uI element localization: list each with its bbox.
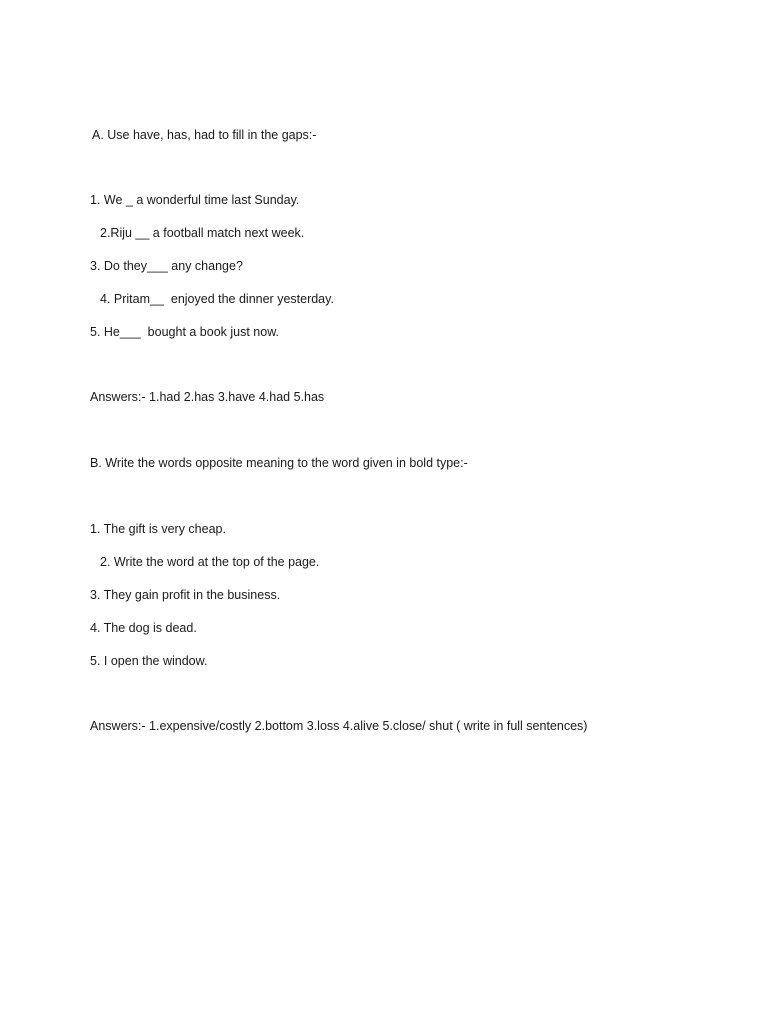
section-a-item-3: 3. Do they___ any change?	[90, 259, 243, 273]
section-a-item-1: 1. We _ a wonderful time last Sunday.	[90, 193, 300, 207]
section-a-item-5: 5. He___ bought a book just now.	[90, 325, 280, 339]
section-a-answers: Answers:- 1.had 2.has 3.have 4.had 5.has	[90, 390, 325, 404]
section-b-item-5: 5. I open the window.	[90, 654, 208, 668]
section-b-item-3: 3. They gain profit in the business.	[90, 588, 281, 602]
section-b-heading: B. Write the words opposite meaning to the word given in bold type:-	[90, 456, 468, 470]
section-a-item-4: 4. Pritam__ enjoyed the dinner yesterday.	[100, 292, 334, 306]
section-a-item-2: 2.Riju __ a football match next week.	[100, 226, 305, 240]
section-a-heading: A. Use have, has, had to fill in the gaps:-	[92, 128, 317, 142]
section-b-item-1: 1. The gift is very cheap.	[90, 522, 226, 536]
section-b-item-2: 2. Write the word at the top of the page.	[100, 555, 320, 569]
section-b-item-4: 4. The dog is dead.	[90, 621, 197, 635]
section-b-answers: Answers:- 1.expensive/costly 2.bottom 3.loss 4.alive 5.close/ shut ( write in full sentences)	[90, 719, 588, 733]
